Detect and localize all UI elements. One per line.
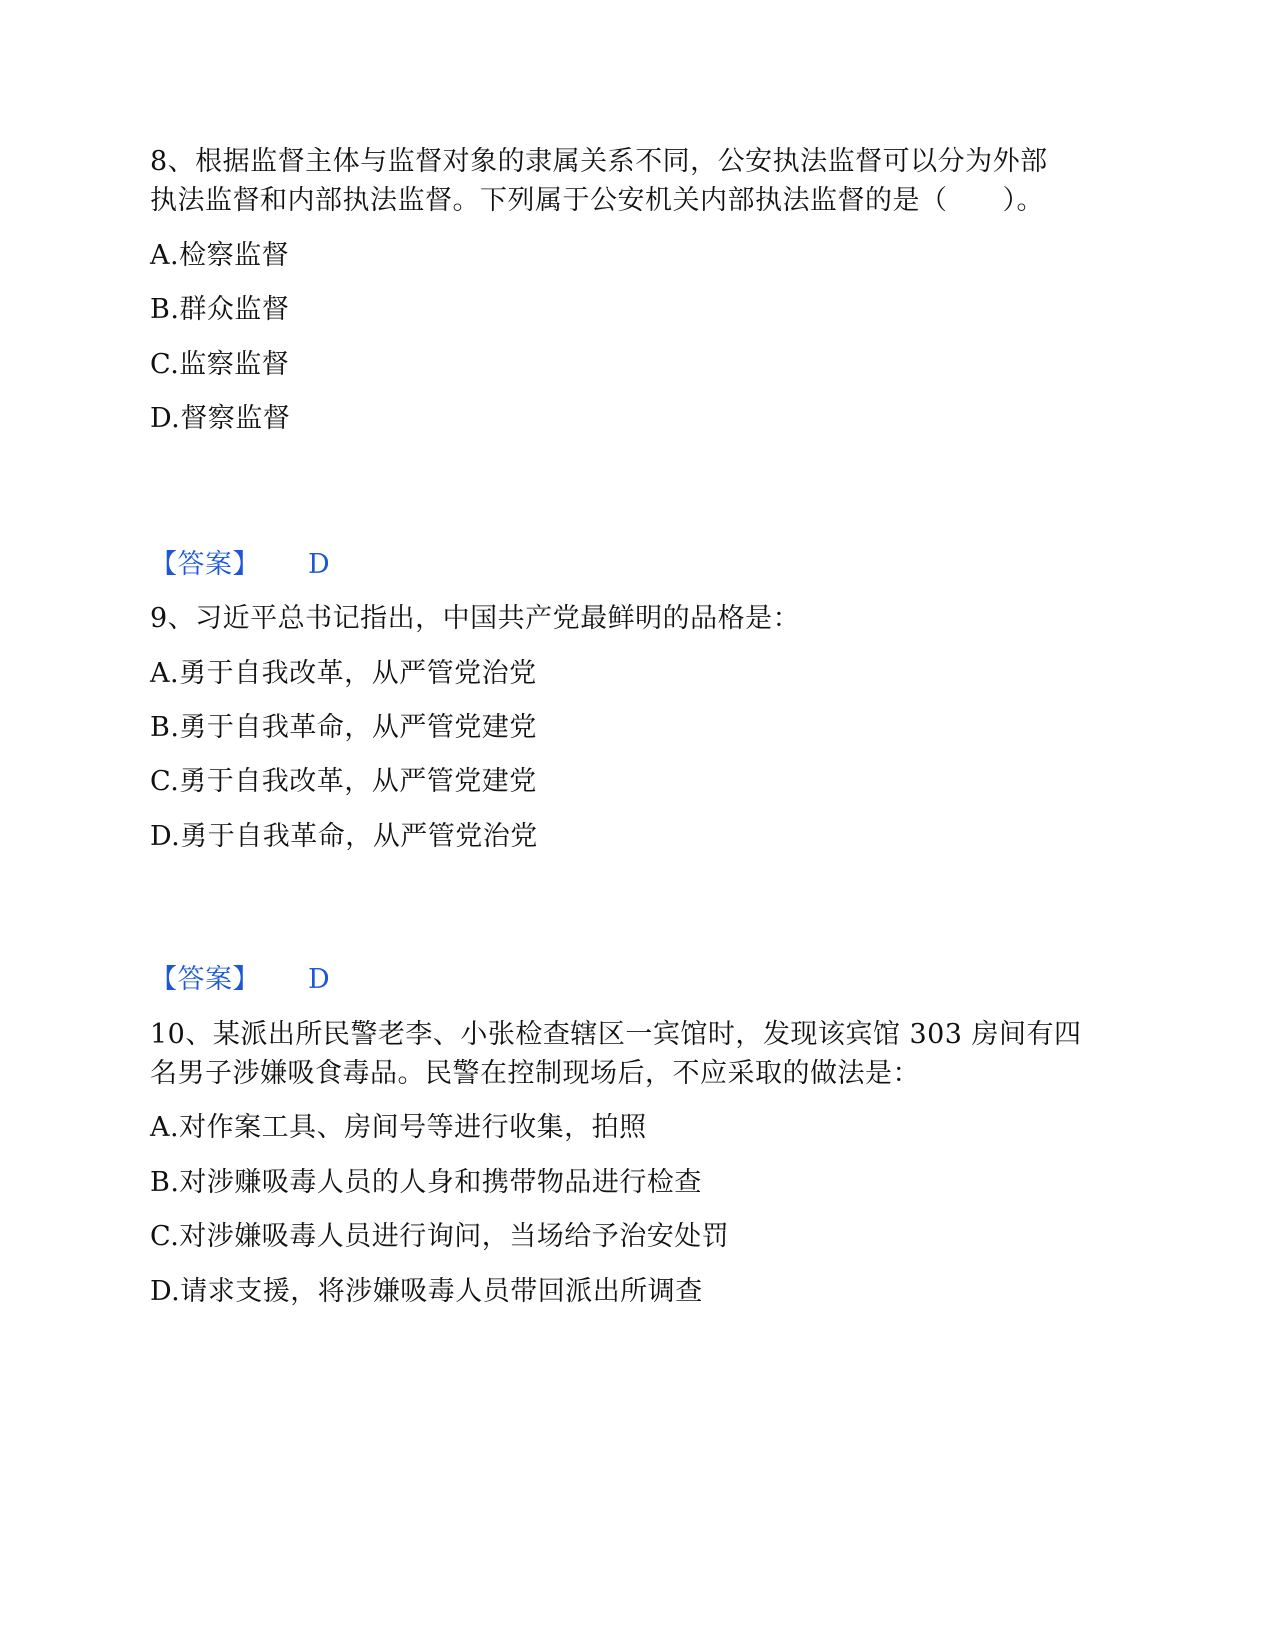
q9-option-b: B.勇于自我革命，从严管党建党: [150, 712, 537, 743]
q9-option-d: D.勇于自我革命，从严管党治党: [150, 821, 538, 852]
q8-option-a: A.检察监督: [150, 240, 290, 271]
q10-stem-line-2: 名男子涉嫌吸食毒品。民警在控制现场后，不应采取的做法是：: [150, 1058, 920, 1089]
q9-answer: [150, 963, 330, 997]
q9-answer-value: D: [308, 964, 331, 995]
q9-stem-line-1: 9、习近平总书记指出，中国共产党最鲜明的品格是：: [150, 603, 801, 634]
q9-option-c: C.勇于自我改革，从严管党建党: [150, 766, 537, 797]
q8-answer-label: 【答案】: [150, 549, 260, 580]
q10-option-b: B.对涉赚吸毒人员的人身和携带物品进行检查: [150, 1167, 702, 1198]
q8-answer: [150, 548, 330, 582]
q8-answer-value: D: [308, 549, 331, 580]
q10-option-a: A.对作案工具、房间号等进行收集，拍照: [150, 1112, 647, 1143]
q8-option-b: B.群众监督: [150, 294, 290, 325]
q8-option-c: C.监察监督: [150, 349, 290, 380]
q10-option-d: D.请求支援，将涉嫌吸毒人员带回派出所调查: [150, 1276, 703, 1307]
q10-option-c: C.对涉嫌吸毒人员进行询问，当场给予治安处罚: [150, 1221, 730, 1252]
q9-option-a: A.勇于自我改革，从严管党治党: [150, 658, 537, 689]
q10-stem-line-1: 10、某派出所民警老李、小张检查辖区一宾馆时，发现该宾馆 303 房间有四: [150, 1019, 1082, 1050]
q8-option-d: D.督察监督: [150, 403, 291, 434]
q9-answer-label: 【答案】: [150, 964, 260, 995]
q8-stem-line-2: 执法监督和内部执法监督。下列属于公安机关内部执法监督的是（ ）。: [150, 185, 1044, 216]
q8-stem-line-1: 8、根据监督主体与监督对象的隶属关系不同，公安执法监督可以分为外部: [150, 146, 1048, 177]
